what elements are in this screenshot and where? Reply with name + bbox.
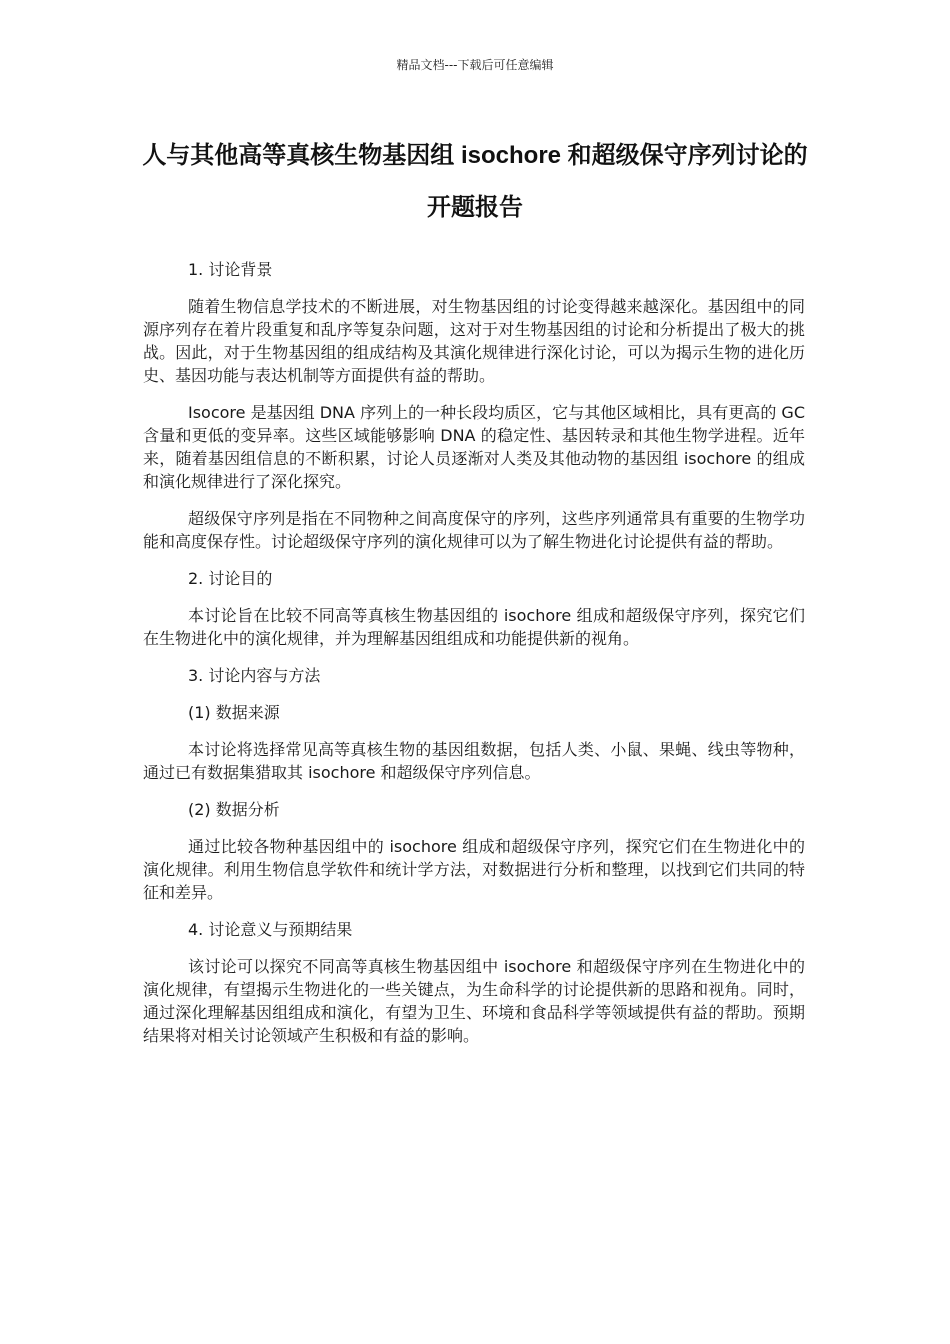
paragraph-data-source: 本讨论将选择常见高等真核生物的基因组数据，包括人类、小鼠、果蝇、线虫等物种，通过已有数据集猎取其 isochore 和超级保守序列信息。 xyxy=(143,740,805,782)
section-heading-methods: 3. 讨论内容与方法 xyxy=(188,666,321,685)
paragraph-background-2: Isocore 是基因组 DNA 序列上的一种长段均质区，它与其他区域相比，具有更高的 GC 含量和更低的变异率。这些区域能够影响 DNA 的稳定性、基因转录和其他生物学进程。近年来，随着基因组信息的不断积累，讨论人员逐渐对人类及其他动物的基因组 isochore 的组成和演化规律进行了深化探究。 xyxy=(143,403,805,491)
header-note: 精品文档---下载后可任意编辑 xyxy=(396,58,554,72)
document-title: 人与其他高等真核生物基因组 isochore 和超级保守序列讨论的开题报告 xyxy=(142,142,808,221)
paragraph-data-analysis: 通过比较各物种基因组中的 isochore 组成和超级保守序列，探究它们在生物进化中的演化规律。利用生物信息学软件和统计学方法，对数据进行分析和整理，以找到它们共同的特征和差异。 xyxy=(143,837,805,902)
subheading-data-source: (1) 数据来源 xyxy=(188,703,280,722)
paragraph-background-3: 超级保守序列是指在不同物种之间高度保守的序列，这些序列通常具有重要的生物学功能和高度保存性。讨论超级保守序列的演化规律可以为了解生物进化讨论提供有益的帮助。 xyxy=(143,509,805,551)
paragraph-background-1: 随着生物信息学技术的不断进展，对生物基因组的讨论变得越来越深化。基因组中的同源序列存在着片段重复和乱序等复杂问题，这对于对生物基因组的讨论和分析提出了极大的挑战。因此，对于生物基因组的组成结构及其演化规律进行深化讨论，可以为揭示生物的进化历史、基因功能与表达机制等方面提供有益的帮助。 xyxy=(143,297,805,385)
section-heading-purpose: 2. 讨论目的 xyxy=(188,569,273,588)
section-heading-significance: 4. 讨论意义与预期结果 xyxy=(188,920,353,939)
paragraph-significance: 该讨论可以探究不同高等真核生物基因组中 isochore 和超级保守序列在生物进化中的演化规律，有望揭示生物进化的一些关键点，为生命科学的讨论提供新的思路和视角。同时，通过深化理解基因组组成和演化，有望为卫生、环境和食品科学等领域提供有益的帮助。预期结果将对相关讨论领域产生积极和有益的影响。 xyxy=(143,957,805,1045)
subheading-data-analysis: (2) 数据分析 xyxy=(188,800,280,819)
document-body xyxy=(143,258,805,1061)
paragraph-purpose: 本讨论旨在比较不同高等真核生物基因组的 isochore 组成和超级保守序列，探究它们在生物进化中的演化规律，并为理解基因组组成和功能提供新的视角。 xyxy=(143,606,805,648)
section-heading-background: 1. 讨论背景 xyxy=(188,260,273,279)
